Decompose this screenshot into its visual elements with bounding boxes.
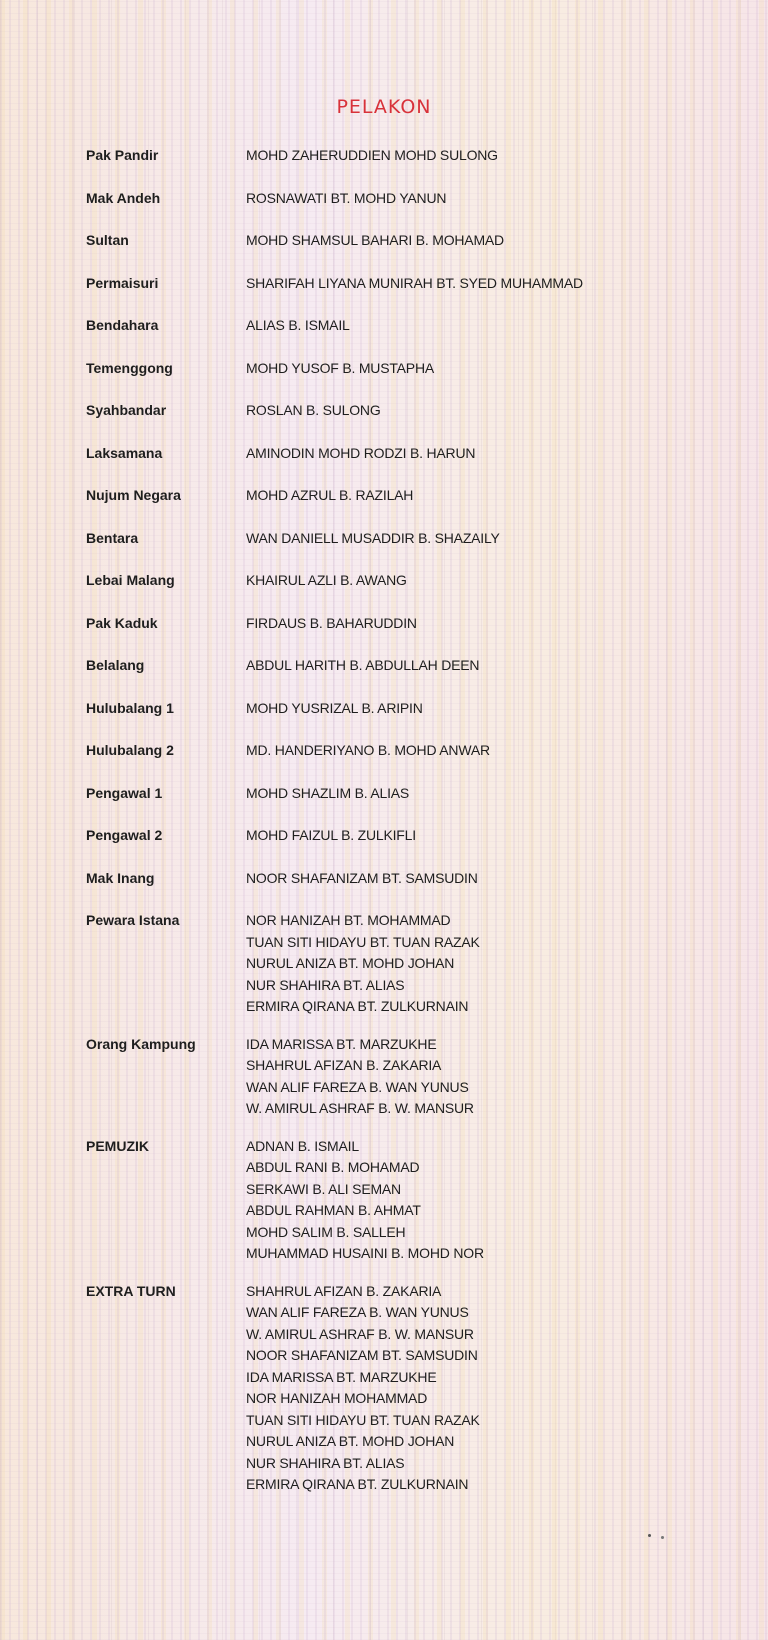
actor-name: MOHD AZRUL B. RAZILAH <box>246 487 414 503</box>
actor-names <box>246 315 350 337</box>
actor-name: ROSLAN B. SULONG <box>246 402 381 418</box>
actor-name: MOHD ZAHERUDDIEN MOHD SULONG <box>246 147 498 163</box>
actor-name: ROSNAWATI BT. MOHD YANUN <box>246 189 447 206</box>
actor-name: WAN ALIF FAREZA B. WAN YUNUS <box>246 1304 469 1320</box>
actor-name: SHAHRUL AFIZAN B. ZAKARIA <box>246 1282 442 1299</box>
actor-names <box>246 825 416 847</box>
actor-name: KHAIRUL AZLI B. AWANG <box>246 572 407 588</box>
cast-row <box>86 783 726 826</box>
actor-name: NUR SHAHIRA BT. ALIAS <box>246 976 405 993</box>
cast-row <box>86 145 726 188</box>
actor-names <box>246 1281 480 1496</box>
actor-names <box>246 740 490 762</box>
cast-row <box>86 868 726 911</box>
actor-name: WAN DANIELL MUSADDIR B. SHAZAILY <box>246 529 500 546</box>
role-label: Temenggong <box>86 359 173 376</box>
role-label: Mak Inang <box>86 869 155 886</box>
role-label: Permaisuri <box>86 274 159 291</box>
actor-names <box>246 868 478 890</box>
role-label: Bentara <box>86 529 139 546</box>
actor-names <box>246 528 500 550</box>
cast-row <box>86 1136 726 1265</box>
role-label: Pak Pandir <box>86 147 159 163</box>
cast-row <box>86 400 726 443</box>
role-label: Pengawal 2 <box>86 827 163 843</box>
role-label: Pengawal 1 <box>86 784 163 801</box>
actor-names <box>246 358 434 380</box>
cast-row <box>86 613 726 656</box>
actor-name: NURUL ANIZA BT. MOHD JOHAN <box>246 1433 455 1449</box>
role-label: Pak Kaduk <box>86 614 158 631</box>
actor-names <box>246 783 409 805</box>
actor-name: FIRDAUS B. BAHARUDDIN <box>246 614 417 631</box>
cast-row <box>86 485 726 528</box>
actor-name: SHAHRUL AFIZAN B. ZAKARIA <box>246 1057 442 1073</box>
decorative-dot <box>661 1536 664 1539</box>
actor-name: ABDUL RANI B. MOHAMAD <box>246 1159 420 1175</box>
actor-name: ADNAN B. ISMAIL <box>246 1137 359 1154</box>
actor-name: MD. HANDERIYANO B. MOHD ANWAR <box>246 742 490 758</box>
role-label: Laksamana <box>86 444 163 461</box>
role-label: Orang Kampung <box>86 1035 196 1052</box>
cast-row <box>86 273 726 316</box>
decorative-dot <box>648 1534 651 1537</box>
actor-name: TUAN SITI HIDAYU BT. TUAN RAZAK <box>246 933 480 950</box>
actor-name: IDA MARISSA BT. MARZUKHE <box>246 1368 437 1385</box>
actor-name: AMINODIN MOHD RODZI B. HARUN <box>246 444 476 461</box>
cast-row <box>86 358 726 401</box>
page-title: PELAKON <box>336 96 432 118</box>
actor-name: ABDUL RAHMAN B. AHMAT <box>246 1202 421 1218</box>
actor-name: NURUL ANIZA BT. MOHD JOHAN <box>246 955 455 971</box>
role-label: Lebai Malang <box>86 572 175 588</box>
actor-names <box>246 1136 484 1265</box>
cast-row <box>86 230 726 273</box>
actor-name: MUHAMMAD HUSAINI B. MOHD NOR <box>246 1245 484 1261</box>
actor-name: ALIAS B. ISMAIL <box>246 317 350 333</box>
actor-name: MOHD YUSOF B. MUSTAPHA <box>246 359 434 376</box>
role-label: Sultan <box>86 232 129 248</box>
cast-row <box>86 655 726 698</box>
cast-row <box>86 825 726 868</box>
actor-name: ERMIRA QIRANA BT. ZULKURNAIN <box>246 998 469 1014</box>
cast-row <box>86 315 726 358</box>
actor-names <box>246 273 583 295</box>
actor-name: W. AMIRUL ASHRAF B. W. MANSUR <box>246 1100 474 1116</box>
actor-names <box>246 1034 474 1120</box>
actor-names <box>246 910 480 1018</box>
actor-name: W. AMIRUL ASHRAF B. W. MANSUR <box>246 1325 474 1342</box>
actor-name: ERMIRA QIRANA BT. ZULKURNAIN <box>246 1476 469 1492</box>
actor-names <box>246 443 475 465</box>
actor-name: MOHD SALIM B. SALLEH <box>246 1223 406 1240</box>
actor-names <box>246 188 446 210</box>
actor-name: MOHD YUSRIZAL B. ARIPIN <box>246 699 423 716</box>
actor-names <box>246 655 479 677</box>
actor-name: MOHD SHAZLIM B. ALIAS <box>246 784 410 801</box>
role-label: Belalang <box>86 657 145 673</box>
role-label: PEMUZIK <box>86 1137 149 1154</box>
actor-name: ABDUL HARITH B. ABDULLAH DEEN <box>246 657 480 673</box>
cast-list <box>86 145 726 1512</box>
actor-names <box>246 230 504 252</box>
cast-row <box>86 528 726 571</box>
actor-name: TUAN SITI HIDAYU BT. TUAN RAZAK <box>246 1411 480 1428</box>
actor-name: SHARIFAH LIYANA MUNIRAH BT. SYED MUHAMMAD <box>246 274 583 291</box>
cast-row <box>86 1281 726 1496</box>
role-label: EXTRA TURN <box>86 1282 176 1299</box>
role-label: Mak Andeh <box>86 189 161 206</box>
role-label: Nujum Negara <box>86 487 181 503</box>
cast-row <box>86 698 726 741</box>
cast-row <box>86 910 726 1018</box>
cast-row <box>86 740 726 783</box>
cast-row <box>86 1034 726 1120</box>
role-label: Pewara Istana <box>86 912 180 928</box>
actor-name: MOHD SHAMSUL BAHARI B. MOHAMAD <box>246 232 504 248</box>
actor-names <box>246 613 417 635</box>
cast-row <box>86 188 726 231</box>
actor-name: WAN ALIF FAREZA B. WAN YUNUS <box>246 1078 469 1095</box>
actor-names <box>246 485 413 507</box>
role-label: Bendahara <box>86 317 159 333</box>
actor-name: NUR SHAHIRA BT. ALIAS <box>246 1454 405 1471</box>
actor-names <box>246 400 381 422</box>
cast-row <box>86 570 726 613</box>
actor-name: NOOR SHAFANIZAM BT. SAMSUDIN <box>246 869 478 886</box>
actor-name: IDA MARISSA BT. MARZUKHE <box>246 1035 437 1052</box>
actor-name: NOR HANIZAH BT. MOHAMMAD <box>246 912 451 928</box>
actor-name: NOR HANIZAH MOHAMMAD <box>246 1390 428 1406</box>
cast-row <box>86 443 726 486</box>
actor-name: NOOR SHAFANIZAM BT. SAMSUDIN <box>246 1347 478 1363</box>
role-label: Syahbandar <box>86 402 167 418</box>
actor-names <box>246 145 498 167</box>
actor-names <box>246 570 407 592</box>
actor-names <box>246 698 423 720</box>
actor-name: SERKAWI B. ALI SEMAN <box>246 1180 401 1197</box>
role-label: Hulubalang 1 <box>86 699 174 716</box>
actor-name: MOHD FAIZUL B. ZULKIFLI <box>246 827 416 843</box>
role-label: Hulubalang 2 <box>86 742 174 758</box>
